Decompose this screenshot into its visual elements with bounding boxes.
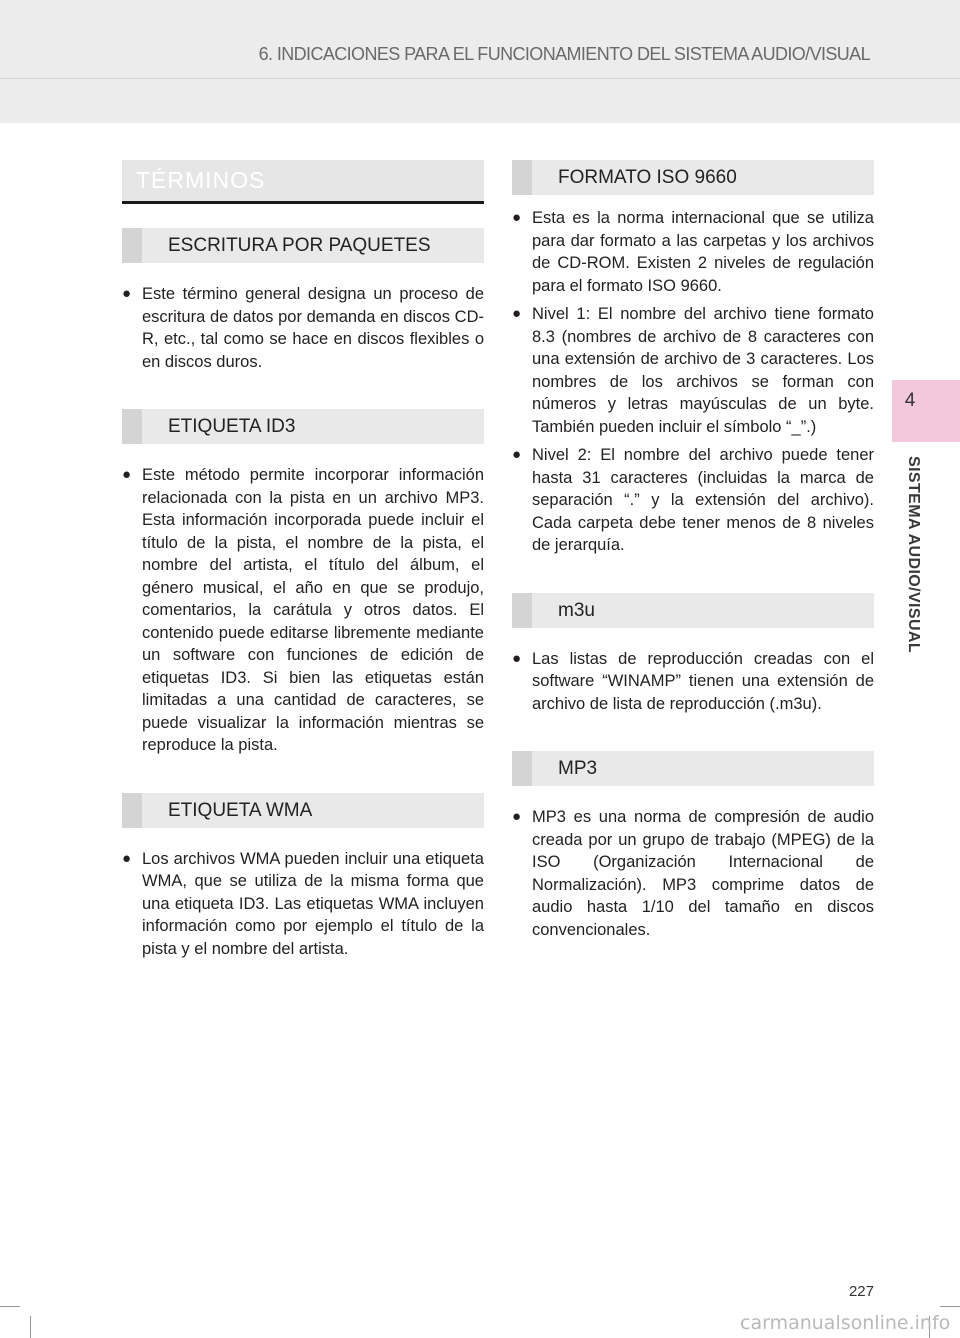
bullet-item: ● Este método permite incorporar información relacionada con la pista en un archivo MP3. Esta información incorporada puede incluir el título de la pista, el nombre de la pista, el nombre del artista, el título del álbum, el género musical, el año en que se produjo, comentarios, la carátula y otros datos. El contenido puede editarse libremente mediante un software con funciones de edición de etiquetas ID3. Si bien las etiquetas están limitadas a una cantidad de caracteres, se puede visualizar la información mientras se reproduce la pista. <box>122 464 484 757</box>
bullet-item: ● Este término general designa un proceso de escritura de datos por demanda en discos CD-R, etc., tal como se hace en discos flexibles o en discos duros. <box>122 283 484 373</box>
chapter-side-label: SISTEMA AUDIO/VISUAL <box>905 456 922 654</box>
watermark: carmanualsonline.info <box>740 1312 951 1334</box>
bullet-item: ● Nivel 2: El nombre del archivo puede tener hasta 31 caracteres (incluidas la marca de separación “.” y la extensión del archivo). Cada carpeta debe tener menos de 8 niveles de jerarquía. <box>512 444 874 557</box>
bullet-item: ● Nivel 1: El nombre del archivo tiene formato 8.3 (nombres de archivo de 8 caracteres con una extensión de archivo de 3 caracteres. Los nombres de los archivos se forman con números y letras mayúsculas de un byte. También pueden incluir el símbolo “_”.) <box>512 303 874 438</box>
main-heading-terminos: TÉRMINOS <box>122 160 484 204</box>
section-heading-iso9660: FORMATO ISO 9660 <box>512 160 874 195</box>
section-heading-escritura: ESCRITURA POR PAQUETES <box>122 228 484 263</box>
section-heading-id3: ETIQUETA ID3 <box>122 409 484 444</box>
bullet-item: ● Esta es la norma internacional que se utiliza para dar formato a las carpetas y los archivos de CD-ROM. Existen 2 niveles de regulación para el formato ISO 9660. <box>512 207 874 297</box>
bullet-item: ● MP3 es una norma de compresión de audio creada por un grupo de trabajo (MPEG) de la ISO (Organización Internacional de Normalización). MP3 comprime datos de audio hasta 1/10 del tamaño en discos convencionales. <box>512 806 874 941</box>
section-heading-mp3: MP3 <box>512 751 874 786</box>
section-heading-m3u: m3u <box>512 593 874 628</box>
crop-mark <box>30 1316 31 1338</box>
page-number: 227 <box>848 1283 874 1300</box>
crop-mark <box>0 1306 20 1307</box>
bullet-item: ● Las listas de reproducción creadas con el software “WINAMP” tienen una extensión de archivo de lista de reproducción (.m3u). <box>512 648 874 716</box>
chapter-title: 6. INDICACIONES PARA EL FUNCIONAMIENTO DEL SISTEMA AUDIO/VISUAL <box>258 44 870 64</box>
chapter-number: 4 <box>904 390 916 411</box>
left-column <box>122 160 484 960</box>
section-heading-wma: ETIQUETA WMA <box>122 793 484 828</box>
right-column <box>512 160 874 941</box>
bullet-item: ● Los archivos WMA pueden incluir una etiqueta WMA, que se utiliza de la misma forma que una etiqueta ID3. Las etiquetas WMA incluyen información como por ejemplo el título de la pista y el nombre del artista. <box>122 848 484 961</box>
crop-mark <box>940 1306 960 1307</box>
header-divider <box>0 78 960 79</box>
